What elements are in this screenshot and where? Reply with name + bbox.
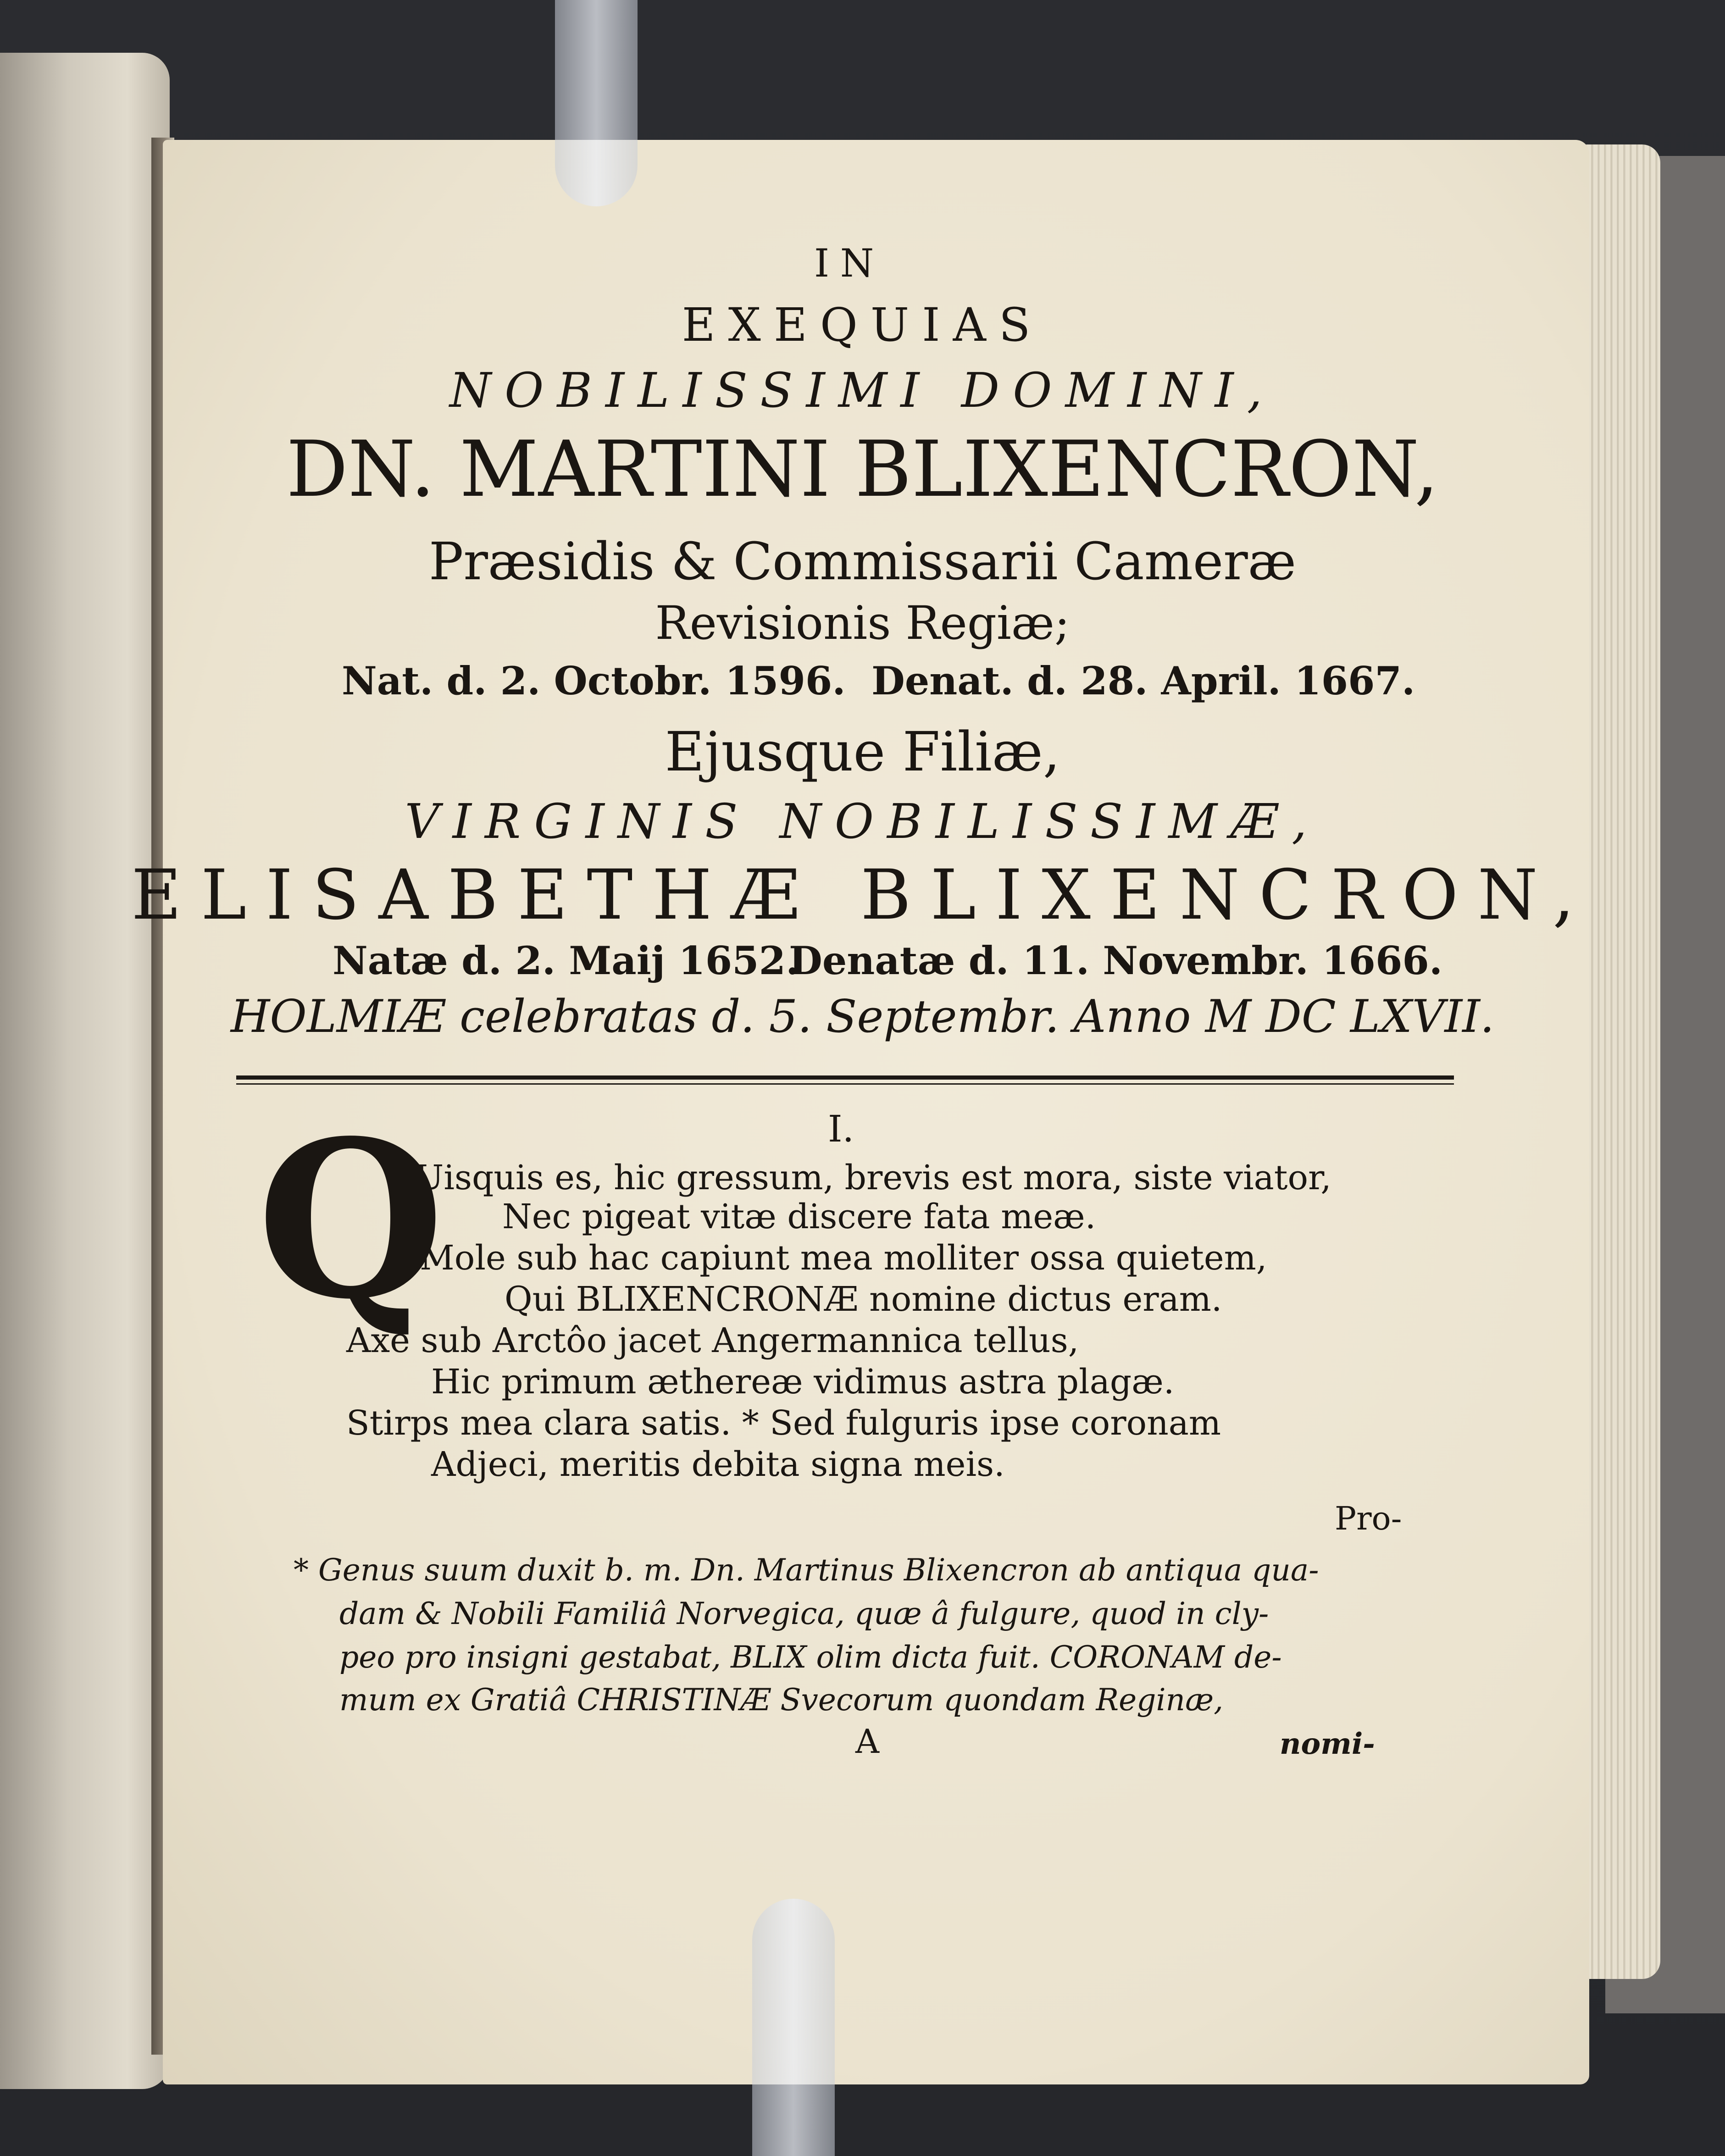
title-exequias: EXEQUIAS [682, 298, 1043, 352]
title-name: DN. MARTINI BLIXENCRON, [286, 424, 1439, 514]
death-date: Denat. d. 28. April. 1667. [871, 658, 1415, 704]
title-virginis: VIRGINIS NOBILISSIMÆ, [405, 793, 1320, 849]
verse-line: Hic primum æthereæ vidimus astra plagæ. [431, 1362, 1175, 1402]
daughter-birth-date: Natæ d. 2. Maij 1652. [333, 938, 799, 983]
title-nobilissimi: NOBILISSIMI DOMINI, [449, 362, 1276, 418]
book-clip-bottom [752, 1899, 835, 2156]
title-filia: Ejusque Filiæ, [665, 720, 1060, 783]
verse-line: Mole sub hac capiunt mea molliter ossa quietem, [420, 1238, 1267, 1278]
double-rule-thick [236, 1075, 1454, 1080]
footnote-catchword: nomi- [1280, 1727, 1375, 1761]
verse-line: Nec pigeat vitæ discere fata meæ. [502, 1197, 1096, 1236]
verse-line: Stirps mea clara satis. * Sed fulguris ipse coronam [346, 1403, 1221, 1443]
verse-line: Axe sub Arctôo jacet Angermannica tellus, [346, 1321, 1079, 1360]
footnote-line: mum ex Gratiâ CHRISTINÆ Svecorum quondam Reginæ, [339, 1682, 1224, 1718]
facing-page [0, 53, 170, 2089]
drop-capital: Q [257, 1093, 445, 1347]
title-holmiae: HOLMIÆ celebratas d. 5. Septembr. Anno M DC LXVII. [230, 991, 1495, 1043]
title-daughter-name: ELISABETHÆ BLIXENCRON, [131, 855, 1594, 935]
section-number: I. [828, 1108, 854, 1150]
verse-line: Uisquis es, hic gressum, brevis est mora, siste viator, [415, 1158, 1331, 1197]
verse-line: Qui BLIXENCRONÆ nomine dictus eram. [505, 1280, 1222, 1319]
title-office-line1: Præsidis & Commissarii Cameræ [429, 532, 1296, 592]
catchword: Pro- [1335, 1500, 1402, 1537]
signature-mark: A [855, 1722, 879, 1761]
double-rule-thin [236, 1083, 1454, 1085]
footnote-line: * Genus suum duxit b. m. Dn. Martinus Blixencron ab antiqua qua- [294, 1552, 1319, 1588]
book-clip-top [555, 0, 638, 206]
title-office-line2: Revisionis Regiæ; [655, 596, 1070, 650]
footnote-line: dam & Nobili Familiâ Norvegica, quæ â fulgure, quod in cly- [339, 1596, 1269, 1631]
birth-date: Nat. d. 2. Octobr. 1596. [342, 658, 846, 704]
verse-line: Adjeci, meritis debita signa meis. [431, 1445, 1005, 1484]
daughter-death-date: Denatæ d. 11. Novembr. 1666. [789, 938, 1443, 983]
title-in: IN [814, 241, 885, 286]
footnote-line: peo pro insigni gestabat, BLIX olim dicta fuit. CORONAM de- [339, 1640, 1282, 1675]
